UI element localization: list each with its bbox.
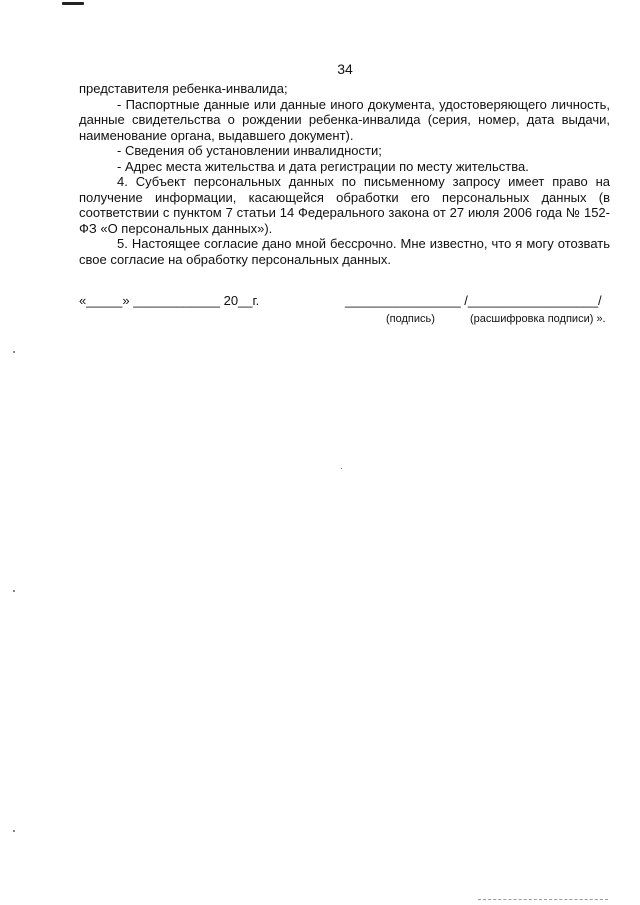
- margin-speck: [13, 590, 15, 592]
- signature-fill-line: ________________ /__________________/: [345, 293, 602, 308]
- page-speck: [341, 468, 342, 469]
- paragraph-consent-term: 5. Настоящее согласие дано мной бессрочно. Мне известно, что я могу отозвать свое согласие на обработку персональных данных.: [79, 236, 610, 267]
- consent-body-text: [79, 81, 610, 267]
- margin-speck: [13, 351, 15, 353]
- scan-edge-artifact: [478, 899, 608, 900]
- paragraph-address: - Адрес места жительства и дата регистрации по месту жительства.: [117, 158, 529, 174]
- paragraph-representative: представителя ребенка-инвалида;: [79, 81, 288, 96]
- paragraph-passport-data: - Паспортные данные или данные иного документа, удостоверяющего личность, данные свидетельства о рождении ребенка-инвалида (серия, номер, дата выдачи, наименование органа, выдавшего документ).: [79, 96, 610, 143]
- date-fill-line: «_____» ____________ 20__г.: [79, 293, 260, 308]
- paragraph-right-to-info: 4. Субъект персональных данных по письменному запросу имеет право на получение информации, касающейся обработки его персональных данных (в соответствии с пунктом 7 статьи 14 Федерального закона от 27 июля 2006 года № 152-ФЗ «О персональных данных»).: [79, 174, 610, 236]
- scan-artifact: [62, 2, 84, 5]
- signature-block: [79, 293, 610, 333]
- signature-decode-caption: (расшифровка подписи) ».: [470, 313, 606, 325]
- page-number: 34: [337, 61, 353, 77]
- signature-caption: (подпись): [386, 313, 435, 325]
- margin-speck: [13, 830, 15, 832]
- paragraph-disability-info: - Сведения об установлении инвалидности;: [117, 143, 382, 158]
